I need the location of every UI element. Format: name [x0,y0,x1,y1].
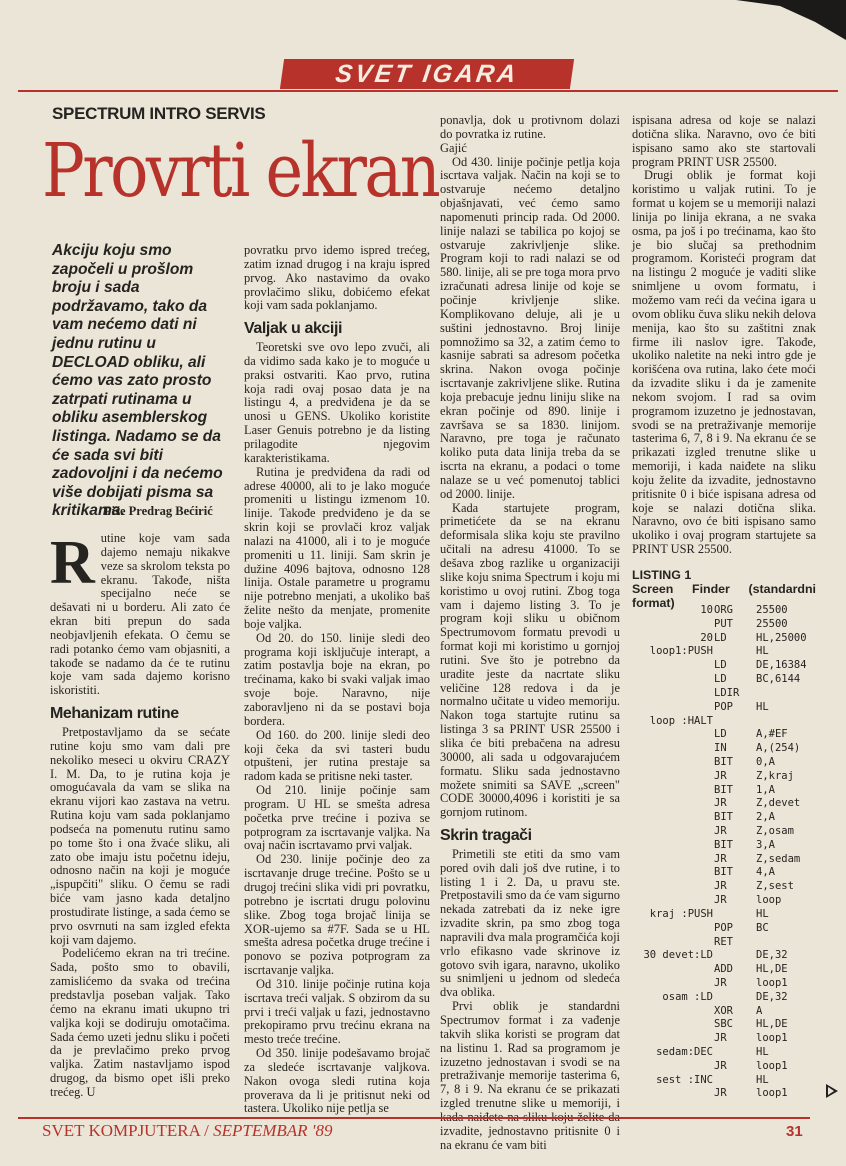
byline: Piše Predrag Bećirić [104,504,213,518]
code-line [632,908,828,922]
code-line [632,659,828,673]
code-label [632,687,714,701]
code-label [632,936,714,950]
code-label [632,977,714,991]
article-lead: Akciju koju smo započeli u prošlom broju i sada podržavamo, tako da vam nećemo dati ni jednu rutinu u DECLOAD obliku, ali ćemo vas zato prosto zatrpati rutinama u obliku asemblerskog listinga. Nadamo se da će sada svi biti zadovoljni i da nećemo više dobijati pisma sa kritikama. [52,242,223,520]
code-label: 30 devet:LD [643,949,713,962]
code-opcode: LD [714,659,727,672]
code-label [632,784,714,798]
code-operand: 1,A [756,783,775,796]
paragraph: Pretpostavljamo da se sećate rutine koju smo vam dali pre nekoliko meseci u okviru CRAZY I. M. Da, to je rutina koja je omogućavala da vam se slika na ekranu vijori kao zastava na vetru. Rutina koju vam sada poklanjamo podseća na pomenutu rutinu samo po tome što i ona žvaće sliku, ali zato obe imaju istu početnu ideju, odnosno način na koji je moguće „ispupčiti" sliku. O čemu se radi biće vam jasno kada detaljno prostudirate listinge, a sada ćemo se prvo osvrnuti na sam izgled efekta koji vam dajemo. [50,724,230,947]
code-operand: 25500 [756,617,788,630]
code-opcode [714,949,756,963]
code-operand: A,#EF [756,728,788,741]
code-line [632,770,828,784]
code-line [632,866,828,880]
code-opcode: RET [714,935,733,948]
column-2 [244,244,430,1116]
subheading-valjak: Valjak u akciji [244,320,343,338]
code-opcode: JR [714,825,727,837]
code-label: sest :INC [656,1073,713,1086]
code-opcode: IN [714,742,727,755]
code-opcode: LD [714,728,727,741]
code-label [632,1005,714,1019]
paragraph: Od 210. linije počinje sam program. U HL se smešta adresa početka prve trećine i poziva se potprogram za iscrtavanje valjka. Na ovaj način iscrtavamo prvi valjak. [244,783,430,853]
paragraph: Podelićemo ekran na tri trećine. Sada, pošto smo to obavili, zamislićemo da svaka od trećina predstavlja poseban valjak. Tako ćemo na ekranu imati ukupno tri valjka koji se dodiruju omotačima. Sada ćemo uzeti jednu sliku i početi da je prevlačimo preko prvog valjka. Zatim nastavljamo ispod drugog, da bismo opet išli preko trećeg. U [50,946,230,1099]
footer-magazine: SVET KOMPJUTERA / [42,1121,209,1140]
code-line [632,756,828,770]
code-opcode: BIT [714,755,733,768]
code-operand: HL [756,907,769,920]
code-label [632,618,714,632]
code-operand: 0,A [756,755,775,768]
paragraph-text: utine koje vam sada dajemo nemaju nikakve veze sa skrolom teksta po ekranu. Takođe, ništa specijalno neće se dešavati ni u borderu. Ali zato će ekran biti prepun do sada neobjavljenih efekata. O čemu se radi potanko ćemo vam objasniti, a takođe se nadamo da će te rutinu koje vam sada dajemo korisno iskoristiti. [50,531,230,698]
continue-arrow-icon [826,1084,838,1098]
code-operand: 25500 [756,604,788,616]
code-label [632,728,714,742]
article-kicker: SPECTRUM INTRO SERVIS [52,104,266,123]
code-operand: BC,6144 [756,673,801,686]
subheading-mehanizam: Mehanizam rutine [50,705,179,723]
code-line [632,894,828,908]
code-label [632,894,714,908]
paragraph: ispisana adresa od koje se nalazi dotična slika. Naravno, ovo će biti ispisano samo ako ste startovali program PRINT USR 25500. [632,113,816,169]
code-operand: BC [756,921,769,934]
code-opcode: BIT [714,838,733,851]
paragraph: Drugi oblik je format koji koristimo u valjak rutini. To je format u kojem se u memoriji nalazi linija po linija ekrana, a ne svaka osma, pa još i po trećinama, kao što je bio slučaj sa prethodnim programom. Koristeći program dat na listingu 2 moguće je vaditi slike snimljene u ovom formatu, i možemo vam reći da većina igara u ovom obliku čuva sliku nekih delova menija, kao što su zaštitni znak firme ili naslov igre. Takođe, ukoliko naletite na neki intro gde je korišćena ova rutina, lako ćete moći da izvadite sliku i da je zamenite nekom svojom. I rad sa ovim programom izuzetno je jednostavan, svodi se na pretraživanje memorije tasterima 6, 7, 8 i 9. Na ekranu će se prikazati izgled trenutne slike u memoriji, i kada naiđete na sliku koju želite da izvadite, jednostavno pritisnite 0 i biće ispisana adresa od koje se nalazi dotična slika. Naravno, ovo će biti ispisano samo ukoliko i ovaj program startujete sa PRINT USR 25500. [632,168,816,557]
code-opcode [714,991,756,1005]
code-opcode: JR [714,880,727,893]
code-label [632,963,714,977]
code-operand: loop1 [756,1059,788,1072]
code-label [632,880,714,894]
code-operand: 2,A [756,811,775,824]
code-opcode: JR [714,1059,727,1072]
paragraph: povratku prvo idemo ispred trećeg, zatim iznad drugog i na kraju ispred prvog. Ako nastavimo da ovako provlačimo sliku, dobićemo efekat koji vam sada poklanjamo. [244,243,430,313]
code-label [632,1060,714,1074]
code-line [632,977,828,991]
drop-cap: R [50,529,95,597]
footer-issue: SEPTEMBAR '89 [213,1121,333,1140]
page-number: 31 [786,1123,803,1140]
code-line [632,645,828,659]
code-line [632,1074,828,1088]
code-line [632,715,828,729]
paragraph: Od 350. linije podešavamo brojač za sledeće iscrtavanje valjkova. Nakon ovoga sledi rutina koja proverava da li je pritisnut neki od tastera. Ukoliko nije petlja se [244,1046,430,1116]
code-opcode: JR [714,976,727,989]
code-listing [632,604,828,1101]
code-line [632,784,828,798]
paragraph: Teoretski sve ovo lepo zvuči, ali da vidimo sada kako je to moguće u praksi ostvariti. Kao prvo, rutina koja radi ovaj posao data je na listingu 4, a predviđena je da se unosi u GENS. Ukoliko koristite Laser Genuis potrebno je da listing prilagodite njegovim karakteristikama. [244,340,430,465]
code-label [632,1087,714,1101]
column-4 [632,114,816,610]
code-label [632,770,714,784]
code-label [632,839,714,853]
code-operand: DE,32 [756,990,788,1003]
subheading-skrin: Skrin tragači [440,827,532,845]
code-operand: DE,32 [756,949,788,962]
code-label [632,922,714,936]
intro-paragraph [50,529,230,698]
code-opcode: LD [714,631,727,644]
code-line [632,936,828,950]
code-line [632,825,828,839]
code-opcode: POP [714,700,733,713]
code-line [632,701,828,715]
code-opcode: LDIR [714,686,740,699]
code-line [632,811,828,825]
code-operand: DE,16384 [756,659,807,672]
code-label: sedam:DEC [656,1046,713,1058]
code-operand: Z,devet [756,797,801,810]
code-line [632,687,828,701]
code-line [632,1087,828,1101]
code-label [632,742,714,756]
paragraph: Kada startujete program, primetićete da se na ekranu deformisala slika koju ste pravilno učitali na adresu 41000. To se dešava zbog razlike u organizaciji slike koju snima Spectrum i koju mi koristimo u ovoj rutini. Zbog toga vam i dajemo listing 3. To je program koji sliku u običnom Spectrumovom formatu prevodi u format koji mi koristimo u gornjoj rutini. Sve što je potrebno da uradite jeste da nacrtate sliku veličine 128 redova i da je normalno učitate u video memoriju. Nakon toga startujte rutinu sa listinga 3 sa PRINT USR 25500 i slika će biti prebačena na adresu 30000, ali sada u odgovarajućem formatu. Sliku sada jednostavno možete snimiti sa SAVE „screen" CODE 30000,4096 i koristiti je sa gornjom rutinom. [440,500,620,820]
code-opcode [714,715,756,729]
code-line [632,797,828,811]
paragraph: Od 310. linije počinje rutina koja iscrtava treći valjak. S obzirom da su prvi i treći valjak u fazi, jednostavno prekopiramo prvu trećinu ekrana na mesto treće trećine. [244,976,430,1047]
code-opcode: ADD [714,963,733,976]
listing-subtitle: Screen Finder (standardni format) [632,581,816,610]
code-operand: HL,25000 [756,631,807,644]
paragraph: ponavlja, dok u protivnom dolazi do povratka iz rutine. [440,113,620,141]
code-label [632,659,714,673]
column-3 [440,114,620,1152]
paragraph: Od 160. do 200. linije sledi deo koji čeka da svi tasteri budu otpušteni, jer rutina prestaje sa radom kada se pritisne neki taster. [244,727,430,784]
code-line [632,1005,828,1019]
code-line [632,853,828,867]
code-line [632,604,828,618]
code-opcode: BIT [714,866,733,879]
code-opcode: LD [714,673,727,686]
code-line [632,1046,828,1060]
code-label [632,853,714,867]
code-opcode [714,645,756,659]
code-line [632,728,828,742]
paragraph: Primetili ste etiti da smo vam pored ovih dali još dve rutine, i to listing 1 i 2. Da, u pravu ste. Pretpostavili smo da će vam sigurno nekada zatrebati da iz neke igre izvadite skrin, pa smo zbog toga napravili dva mala programčića koji vrlo efikasno vade skrinove iz gotovo svih igara, naravno, ukoliko su snimljeni u jednom od sledeća dva oblika. [440,846,620,1000]
code-operand: 4,A [756,866,775,879]
code-operand: loop [756,894,782,907]
code-line [632,991,828,1005]
code-opcode: BIT [714,783,733,796]
code-operand [756,936,828,950]
listing-title: LISTING 1 [632,568,692,582]
paragraph: Gajić [440,140,467,155]
code-opcode: SBC [714,1018,733,1031]
code-opcode: JR [714,769,727,782]
code-operand: A [756,1004,763,1017]
code-label: osam :LD [662,990,713,1003]
code-operand: loop1 [756,1032,788,1045]
code-operand: loop1 [756,976,788,989]
code-operand: HL [756,1046,769,1058]
code-operand: Z,kraj [756,769,794,782]
code-label: loop :HALT [649,714,713,727]
code-operand: Z,sest [756,880,794,893]
code-opcode: JR [714,852,727,865]
paragraph: Od 230. linije počinje deo za iscrtavanje druge trećine. Pošto se u drugoj trećini slika vidi pri povratku, potrebno je iscrtati drugu polovinu slike. Zbog toga brojač linija se XOR-ujemo sa #7F. Sada se u HL smešta adresa početka druge trećine i ponovo se poziva potprogram za iscrtavanje valjka. [244,852,430,978]
top-divider [18,90,838,92]
code-operand: A,(254) [756,742,801,755]
code-opcode [714,1074,756,1088]
code-label [632,866,714,880]
code-label [632,797,714,811]
code-opcode [714,1046,756,1060]
code-label [632,756,714,770]
code-operand: Z,osam [756,825,794,837]
code-opcode: ORG [714,604,733,616]
code-operand: HL [756,700,769,713]
code-label [632,1032,714,1046]
code-opcode: JR [714,797,727,810]
code-line [632,742,828,756]
code-operand: HL,DE [756,1018,788,1031]
bottom-divider [18,1117,810,1119]
code-opcode: JR [714,1087,727,1100]
paragraph: Rutina je predviđena da radi od adrese 40000, ali to je lako moguće promeniti u listingu izmenom 10. linije. Takođe predviđeno je da se skrin koji se provlači kroz valjak nalazi na 41000, ali i to je moguće promeniti u 11. liniji. Sam skrin je dužine 4096 bajtova, odnosno 128 linija. Ostale parametre u programu nije potrebno menjati, a ukoliko baš želite nešto da menjate, promenite boje valjka. [244,464,430,631]
code-opcode: XOR [714,1004,733,1017]
code-label: 10 [700,604,713,616]
article-headline: Provrti ekran [42,128,439,214]
code-label [632,811,714,825]
code-operand: loop1 [756,1087,788,1100]
code-label: loop1:PUSH [649,645,713,658]
code-line [632,632,828,646]
code-opcode: PUT [714,617,733,630]
code-operand [756,687,828,701]
code-line [632,1060,828,1074]
code-opcode: JR [714,894,727,907]
code-label [632,673,714,687]
code-label [632,701,714,715]
code-label [632,1018,714,1032]
footer-masthead [42,1121,332,1141]
section-banner: SVET IGARA [280,59,574,89]
paragraph: Od 20. do 150. linije sledi deo programa koji isključuje interapt, a zatim postavlja boje na ekran, po trećinama, kako bi svaki valjak imao svoje boje. Naravno, nije zaboravljeno ni da se postavi boja bordera. [244,630,430,728]
code-operand: HL [756,1073,769,1086]
code-line [632,673,828,687]
paragraph: Od 430. linije počinje petlja koja iscrtava valjak. Način na koji se to ostvaruje nećemo detaljno objašnjavati, već ćemo samo napomenuti princip rada. Od 2000. linije nalazi se tabilica po kojoj se ostvaruje zakrivljenje slike. Program koji to radi nalazi se od 580. linije, ali se pre toga mora prvo izračunati adresa linije od koje se počinje krivljenje slike. Komplikovano deluje, ali je u suštini jednostavno. Broj linije pomnožimo sa 32, a zatim ćemo to kasnije sabrati sa adresom početka skrina. Nakon ovoga počinje iscrtavanje zakrivljene slike. Rutina koja prebacuje jednu liniju slike na ekran počinje od 890. linije i završava se sa 1830. linijom. Naravno, pre toga je računato koliko puta data linija treba da se iscrta na ekranu, a podaci o tome nalaze se u već pomenutoj tablici od 2000. linije. [440,154,620,501]
code-operand: Z,sedam [756,852,801,865]
code-opcode: BIT [714,811,733,824]
code-label: kraj :PUSH [649,907,713,920]
code-line [632,949,828,963]
paragraph: Prvi oblik je standardni Spectrumov format i za vađenje takvih slika koristi se program dat na listinu 1. Rad sa programom je izuzetno jednostavan i svodi se na pretraživanje memorije tasterima 6, 7, 8 i 9. Na ekranu će se prikazati izgled trenutne slike u memoriji, i kada naiđete na sliku koju želite da izvadite, jednostavno pritisnite 0 i na ekranu će vam biti [440,999,620,1152]
column-1 [50,529,230,1100]
code-opcode: POP [714,921,733,934]
code-line [632,880,828,894]
code-label: 20 [700,631,713,644]
code-line [632,839,828,853]
code-line [632,963,828,977]
code-line [632,618,828,632]
code-operand: HL [756,645,769,658]
page-corner-shadow [736,0,846,40]
code-operand: 3,A [756,838,775,851]
code-opcode [714,908,756,922]
code-line [632,1018,828,1032]
code-operand [756,715,828,729]
code-label [632,825,714,839]
code-operand: HL,DE [756,963,788,976]
code-opcode: JR [714,1032,727,1045]
code-line [632,1032,828,1046]
code-line [632,922,828,936]
